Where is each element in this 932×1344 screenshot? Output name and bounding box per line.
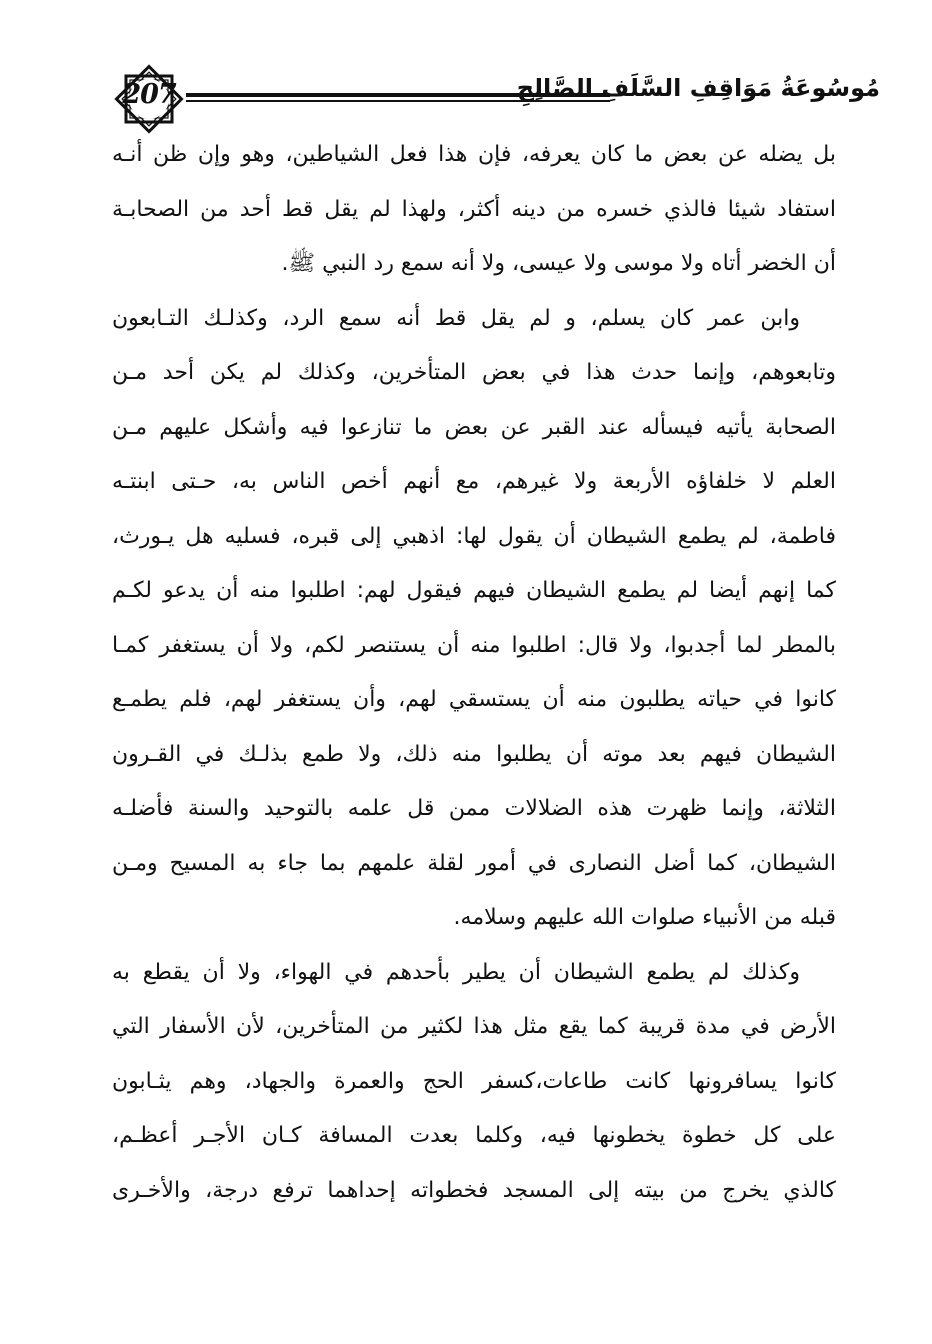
text-line: العلم لا خلفاؤه الأربعة ولا غيرهم، مع أنهم أخص الناس به، حـتى ابنتـه [112, 469, 836, 494]
text-line: كانوا في حياته يطلبون منه أن يستسقي لهم، وأن يستغفر لهم، فلم يطمـع [112, 687, 836, 712]
page-header [100, 60, 880, 130]
text-line: كالذي يخرج من بيته إلى المسجد فخطواته إحداهما ترفع درجة، والأخـرى [112, 1177, 836, 1203]
text-line: أن الخضر أتاه ولا موسى ولا عيسى، ولا أنه سمع رد النبي ﷺ. [281, 251, 836, 276]
text-line: الصحابة يأتيه فيسأله عند القبر عن بعض ما تنازعوا فيه وأشكل عليهم مـن [112, 414, 836, 440]
page-number-badge [110, 60, 188, 138]
text-line: كما إنهم أيضا لم يطمع الشيطان فيهم فيقول لهم: اطلبوا منه أن يدعو لكـم [112, 578, 836, 603]
paragraph-3 [112, 946, 836, 1219]
text-line: الشيطان فيهم بعد موته أن يطلبوا منه ذلك، ولا طمع بذلـك في القـرون [112, 741, 836, 767]
paragraph-1 [112, 128, 836, 292]
text-line: الأرض في مدة قريبة كما يقع مثل هذا لكثير من المتأخرين، لأن الأسفار التي [112, 1014, 836, 1039]
series-title: مُوسُوعَةُ مَوَاقِفِ السَّلَفِ الصَّالِحِ [516, 74, 880, 102]
text-line: وابن عمر كان يسلم، و لم يقل قط أنه سمع الرد، وكذلـك التـابعون [112, 305, 800, 331]
text-line: استفاد شيئا فالذي خسره من دينه أكثر، ولهذا لم يقل قط أحد من الصحابـة [112, 196, 836, 222]
text-line: وكذلك لم يطمع الشيطان أن يطير بأحدهم في الهواء، ولا أن يقطع به [112, 959, 800, 985]
text-line: فاطمة، لم يطمع الشيطان أن يقول لها: اذهبي إلى قبره، فسليه هل يـورث، [112, 523, 836, 549]
text-line: الثلاثة، وإنما ظهرت هذه الضلالات ممن قل علمه بالتوحيد والسنة فأضلـه [112, 796, 836, 821]
text-line: قبله من الأنبياء صلوات الله عليهم وسلامه. [453, 905, 836, 930]
body-text [112, 128, 836, 1218]
page-number: 207 [122, 79, 176, 110]
text-line: بل يضله عن بعض ما كان يعرفه، فإن هذا فعل الشياطين، وهو وإن ظن أنـه [112, 142, 836, 167]
text-line: كانوا يسافرونها كانت طاعات،كسفر الحج والعمرة والجهاد، وهم يثـابون [112, 1068, 836, 1094]
text-line: وتابعوهم، وإنما حدث هذا في بعض المتأخرين، وكذلك لم يكن أحد مـن [112, 360, 836, 385]
paragraph-2 [112, 292, 836, 946]
text-line: بالمطر لما أجدبوا، ولا قال: اطلبوا منه أن يستنصر لكم، ولا أن يستغفر كمـا [112, 632, 836, 658]
text-line: على كل خطوة يخطونها فيه، وكلما بعدت المسافة كـان الأجـر أعظـم، [112, 1123, 836, 1148]
text-line: الشيطان، كما أضل النصارى في أمور لقلة علمهم بما جاء به المسيح ومـن [112, 850, 836, 876]
